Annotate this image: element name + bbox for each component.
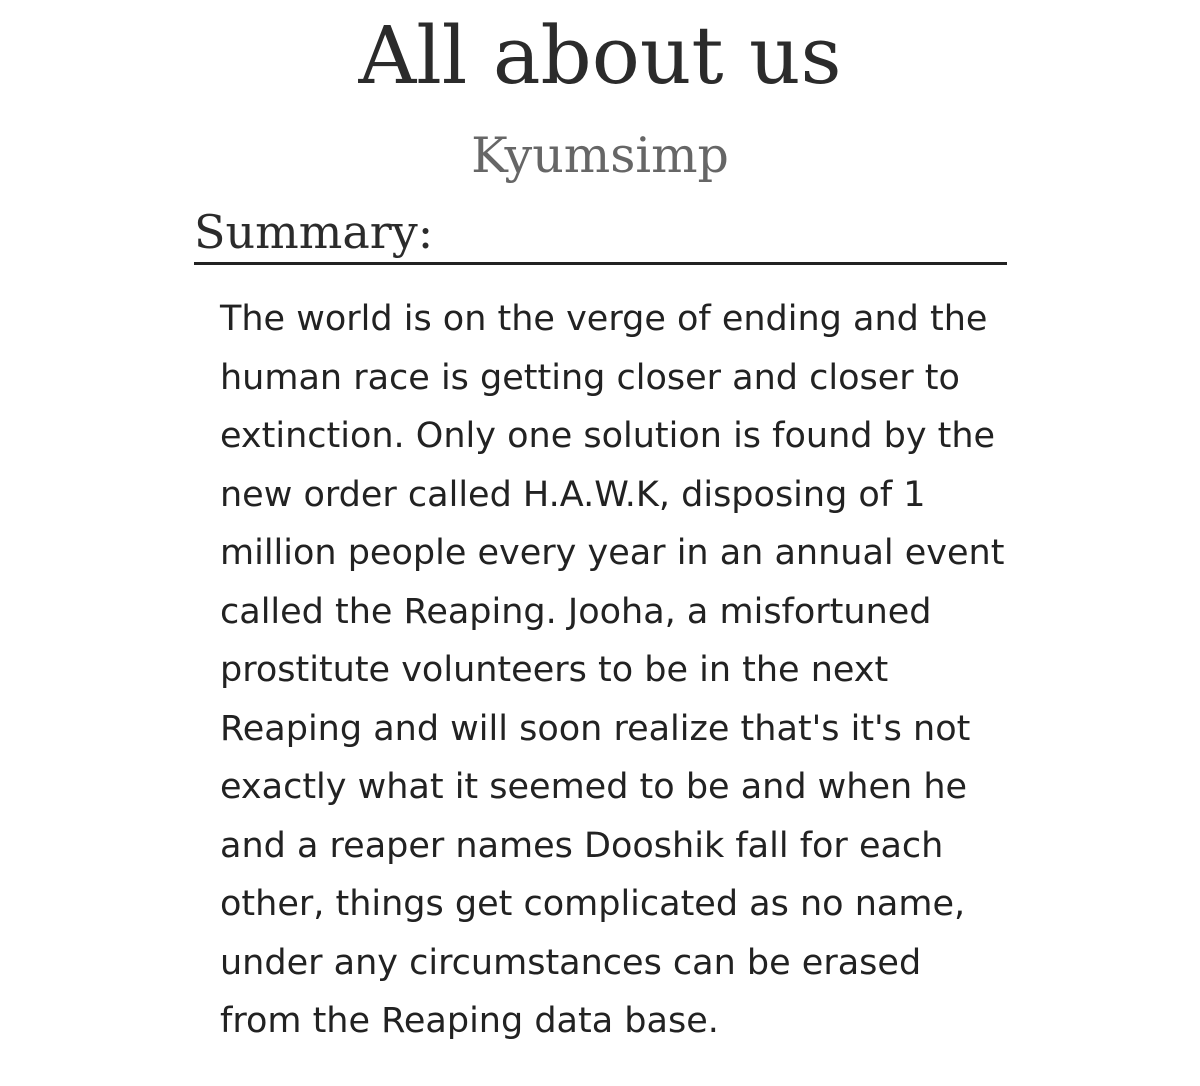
summary-line: other, things get complicated as no name, [220,884,966,924]
summary-line: exactly what it seemed to be and when he [220,767,968,807]
work-title: All about us [358,9,842,102]
summary-line: and a reaper names Dooshik fall for each [220,825,944,866]
summary-heading [194,202,1007,265]
summary-heading-label: Summary: [194,205,434,259]
summary-line: million people every year in an annual event [220,533,1005,573]
summary-line: Reaping and will soon realize that's it's not [220,708,971,749]
summary-line: under any circumstances can be erased [220,942,922,983]
summary-text [220,290,1005,1051]
summary-line: The world is on the verge of ending and the [220,299,988,339]
summary-line: human race is getting closer and closer to [220,357,960,398]
author-name[interactable]: Kyumsimp [471,127,729,184]
summary-line: prostitute volunteers to be in the next [220,650,889,690]
summary-line: called the Reaping. Jooha, a misfortuned [220,591,932,632]
summary-line: new order called H.A.W.K, disposing of 1 [220,474,926,515]
summary-line: from the Reaping data base. [220,1001,719,1041]
summary-line: extinction. Only one solution is found by the [220,416,996,456]
